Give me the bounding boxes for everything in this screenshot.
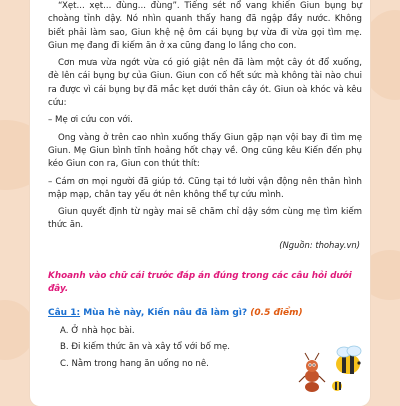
story-source: (Nguồn: thohay.vn) xyxy=(279,239,360,250)
bee-icon xyxy=(332,346,361,391)
question-text: Mùa hè này, Kiến nâu đã làm gì? xyxy=(80,307,248,318)
bee-and-ant-illustration xyxy=(292,340,372,404)
question-points: (0.5 điểm) xyxy=(247,307,303,318)
exercise-instruction: Khoanh vào chữ cái trước đáp án đúng trong các câu hỏi dưới đây. xyxy=(48,271,352,295)
story-paragraph: Ong vàng ở trên cao nhìn xuống thấy Giun gặp nạn vội bay đi tìm mẹ Giun. Mẹ Giun bình tĩnh hoảng hốt chạy về. Ong cũng kêu Kiến đến phụ kéo Giun con ra, Giun con thút thít: xyxy=(48,132,362,170)
story-dialogue: – Mẹ ơi cứu con với. xyxy=(48,115,133,126)
story-paragraph: “Xẹt... xẹt... đùng... đùng”. Tiếng sét nổ vang khiến Giun bụng bự choàng tỉnh dậy. Nó nhìn quanh thấy hang đã ngập đầy nước. Không biết phải làm sao, Giun khệ nệ ôm cái bụng bự vừa đi vừa gọi tìm mẹ. Giun mẹ đang đi kiếm ăn ở xa cũng đang lo lắng cho con. xyxy=(48,1,362,51)
ant-icon xyxy=(299,353,325,392)
question-1 xyxy=(48,307,362,320)
story-paragraph: Cơn mưa vừa ngớt vừa có gió giật nên đã làm một cây ót đổ xuống, đè lên cái bụng bự của Giun. Giun con cố hết sức mà không tài nào chui ra được vì cái bụng bự đã mắc kẹt dưới thân cây ót. Giun oà khóc và kêu cứu: xyxy=(48,58,362,109)
question-number: Câu 1: xyxy=(48,307,81,318)
story-dialogue: – Cám ơn mọi người đã giúp tớ. Cũng tại tớ lười vận động nên thân hình mập mạp, chân tay yếu ớt nên không thể tự cứu mình. xyxy=(48,176,362,200)
story-paragraph: Giun quyết định từ ngày mai sẽ chăm chỉ dậy sớm cùng mẹ tìm kiếm thức ăn. xyxy=(48,207,362,231)
answer-option-a[interactable]: A. Ở nhà học bài. xyxy=(60,325,135,336)
answer-option-b[interactable]: B. Đi kiếm thức ăn và xây tổ với bố mẹ. xyxy=(60,342,230,353)
worksheet-content xyxy=(48,0,362,374)
answer-option-c[interactable]: C. Nằm trong hang ăn uống no nê. xyxy=(60,358,209,369)
